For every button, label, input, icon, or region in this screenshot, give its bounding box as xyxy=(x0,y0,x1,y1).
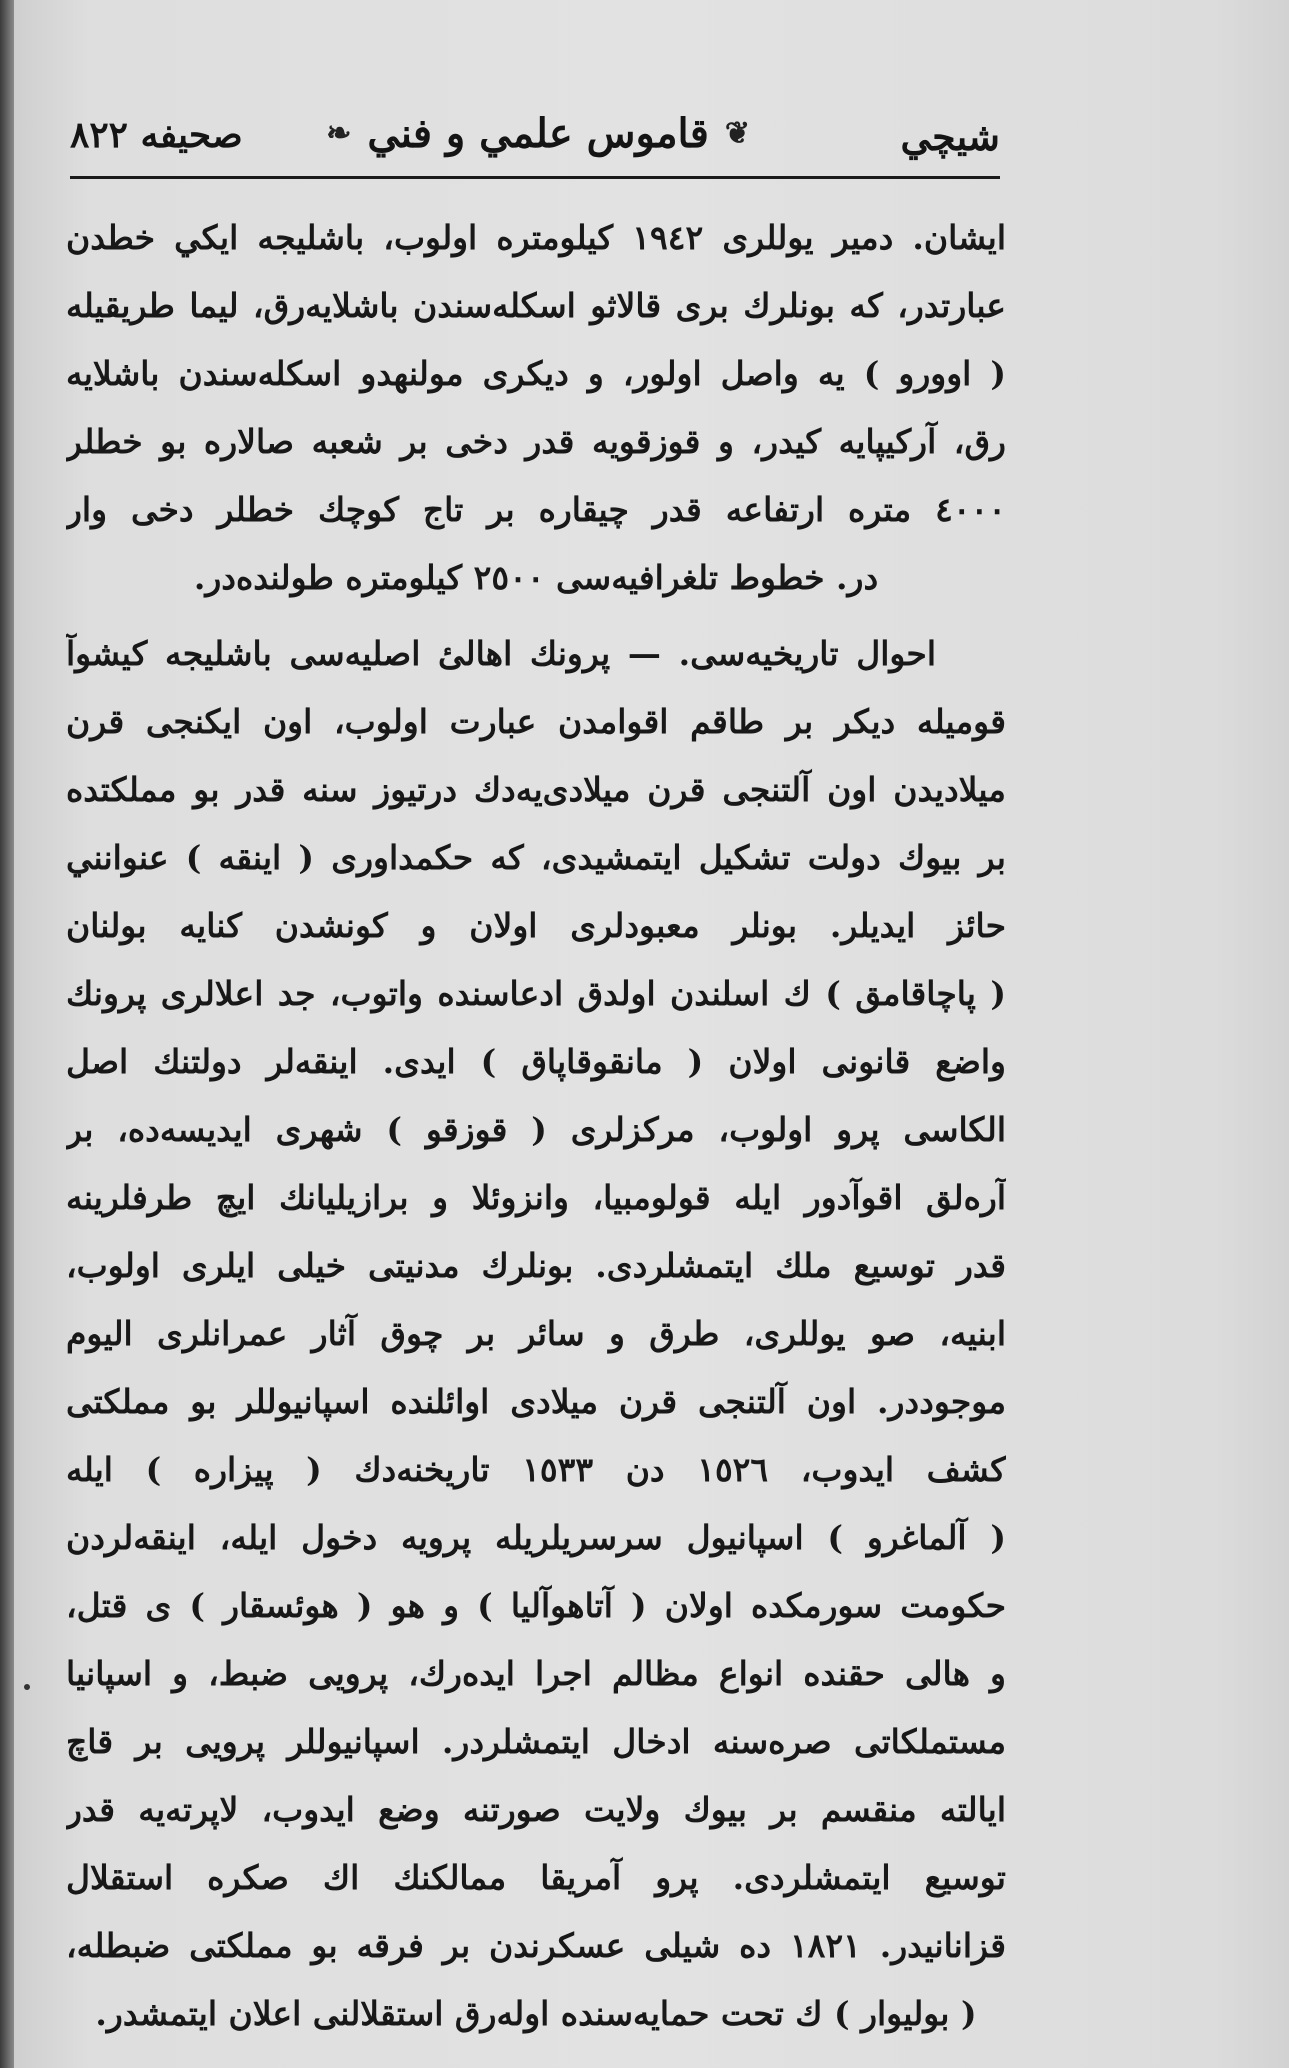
text-line: رق، آركيپايه كيدر، و قوزقويه قدر دخى بر شعبه صالاره بو خطلر xyxy=(66,422,1006,461)
text-line: ايالته منقسم بر بيوك ولايت صورتنه وضع ايدوب، لاپرته‌يه قدر xyxy=(66,1790,1006,1829)
header-title: قاموس علمي و فني xyxy=(367,110,709,157)
header-rule xyxy=(70,176,1000,179)
ornament-left-icon: ❧ xyxy=(326,116,352,151)
text-line: قدر توسيع ملك ايتمشلردى. بونلرك مدنيتى خيلى ايلرى اولوب، xyxy=(66,1246,1006,1285)
text-line: مستملكاتى صره‌سنه ادخال ايتمشلردر. اسپانيوللر پرويى بر قاچ xyxy=(66,1722,1006,1761)
body-text xyxy=(66,204,1006,2048)
text-line: ( پاچاقامق ) ك اسلندن اولدق ادعاسنده واتوب، جد اعلالرى پرونك xyxy=(66,974,1006,1013)
text-line: در. خطوط تلغرافيه‌سى ٢٥٠٠ كيلومتره طولنده‌در. xyxy=(193,558,879,597)
header-page-number: صحيفه ٨٢٢ xyxy=(70,114,243,156)
text-line: ابنيه، صو يوللرى، طرق و سائر بر چوق آثار عمرانلرى اليوم xyxy=(66,1314,1006,1353)
text-line: ( اوورو ) يه واصل اولور، و ديكرى مولنهدو اسكله‌سندن باشلايه‌ xyxy=(66,354,1006,393)
text-line: ( آلماغرو ) اسپانيول سرسريلريله پرويه دخول ايله، اينقه‌لردن xyxy=(66,1518,1006,1557)
text-line: حكومت سورمكده اولان ( آتاهوآليا ) و هو ( هوئسقار ) ى قتل، xyxy=(66,1586,1006,1625)
text-line: توسيع ايتمشلردى. پرو آمريقا ممالكنك اك صكره استقلال xyxy=(66,1858,1006,1897)
margin-mark xyxy=(24,1684,30,1690)
text-line: ٤٠٠٠ متره ارتفاعه قدر چيقاره بر تاج كوچك خطلر دخى وار xyxy=(66,490,1006,529)
text-line: آره‌لق اقوآدور ايله قولومبيا، وانزوئلا و برازيليانك ايچ طرفلرينه xyxy=(66,1178,1006,1217)
text-line: واضع قانونى اولان ( مانقوقاپاق ) ايدى. اينقه‌لر دولتنك اصل xyxy=(66,1042,1006,1081)
text-line: قوميله ديكر بر طاقم اقوامدن عبارت اولوب، اون ايكنجى قرن xyxy=(66,702,1006,741)
text-line: بر بيوك دولت تشكيل ايتمشيدى، كه حكمداورى ( اينقه ) عنوانني xyxy=(66,838,1006,877)
section-heading-line: احوال تاريخيه‌سى. — پرونك اهالىٔ اصليه‌سى باشليجه كيشوآ xyxy=(66,634,936,673)
text-line: ايشان. دمير يوللرى ١٩٤٢ كيلومتره اولوب، باشليجه ايكي خطدن xyxy=(66,218,1006,257)
scan-left-edge xyxy=(0,0,14,2068)
header-title-group xyxy=(326,110,750,157)
text-line: عبارتدر، كه بونلرك برى قالاثو اسكله‌سندن باشلايه‌رق، ليما طريقيله xyxy=(66,286,1006,325)
text-line: و هالى حقنده انواع مظالم اجرا ايده‌رك، پرويى ضبط، و اسپانيا xyxy=(66,1654,1006,1693)
text-line: ( بوليوار ) ك تحت حمايه‌سنده اوله‌رق استقلالنى اعلان ايتمشدر. xyxy=(95,1994,977,2033)
header-entry-word: شيچي xyxy=(900,114,1000,159)
text-line: الكاسى پرو اولوب، مركزلرى ( قوزقو ) شهرى ايديسه‌ده، بر xyxy=(66,1110,1006,1149)
page-header xyxy=(70,110,1000,180)
text-line: كشف ايدوب، ١٥٢٦ دن ١٥٣٣ تاريخنه‌دك ( پيزاره ) ايله xyxy=(66,1450,1006,1489)
text-line: حائز ايديلر. بونلر معبودلرى اولان و كونشدن كنايه بولنان xyxy=(66,906,1006,945)
ornament-right-icon: ❦ xyxy=(724,116,750,151)
text-line: ميلاديدن اون آلتنجى قرن ميلادى‌يه‌دك درتيوز سنه قدر بو مملكتده xyxy=(66,770,1006,809)
text-line: موجوددر. اون آلتنجى قرن ميلادى اوائلنده اسپانيوللر بو مملكتى xyxy=(66,1382,1006,1421)
text-line: قزانانيدر. ١٨٢١ ده شيلى عسكرندن بر فرقه بو مملكتى ضبطله، xyxy=(66,1926,1006,1965)
